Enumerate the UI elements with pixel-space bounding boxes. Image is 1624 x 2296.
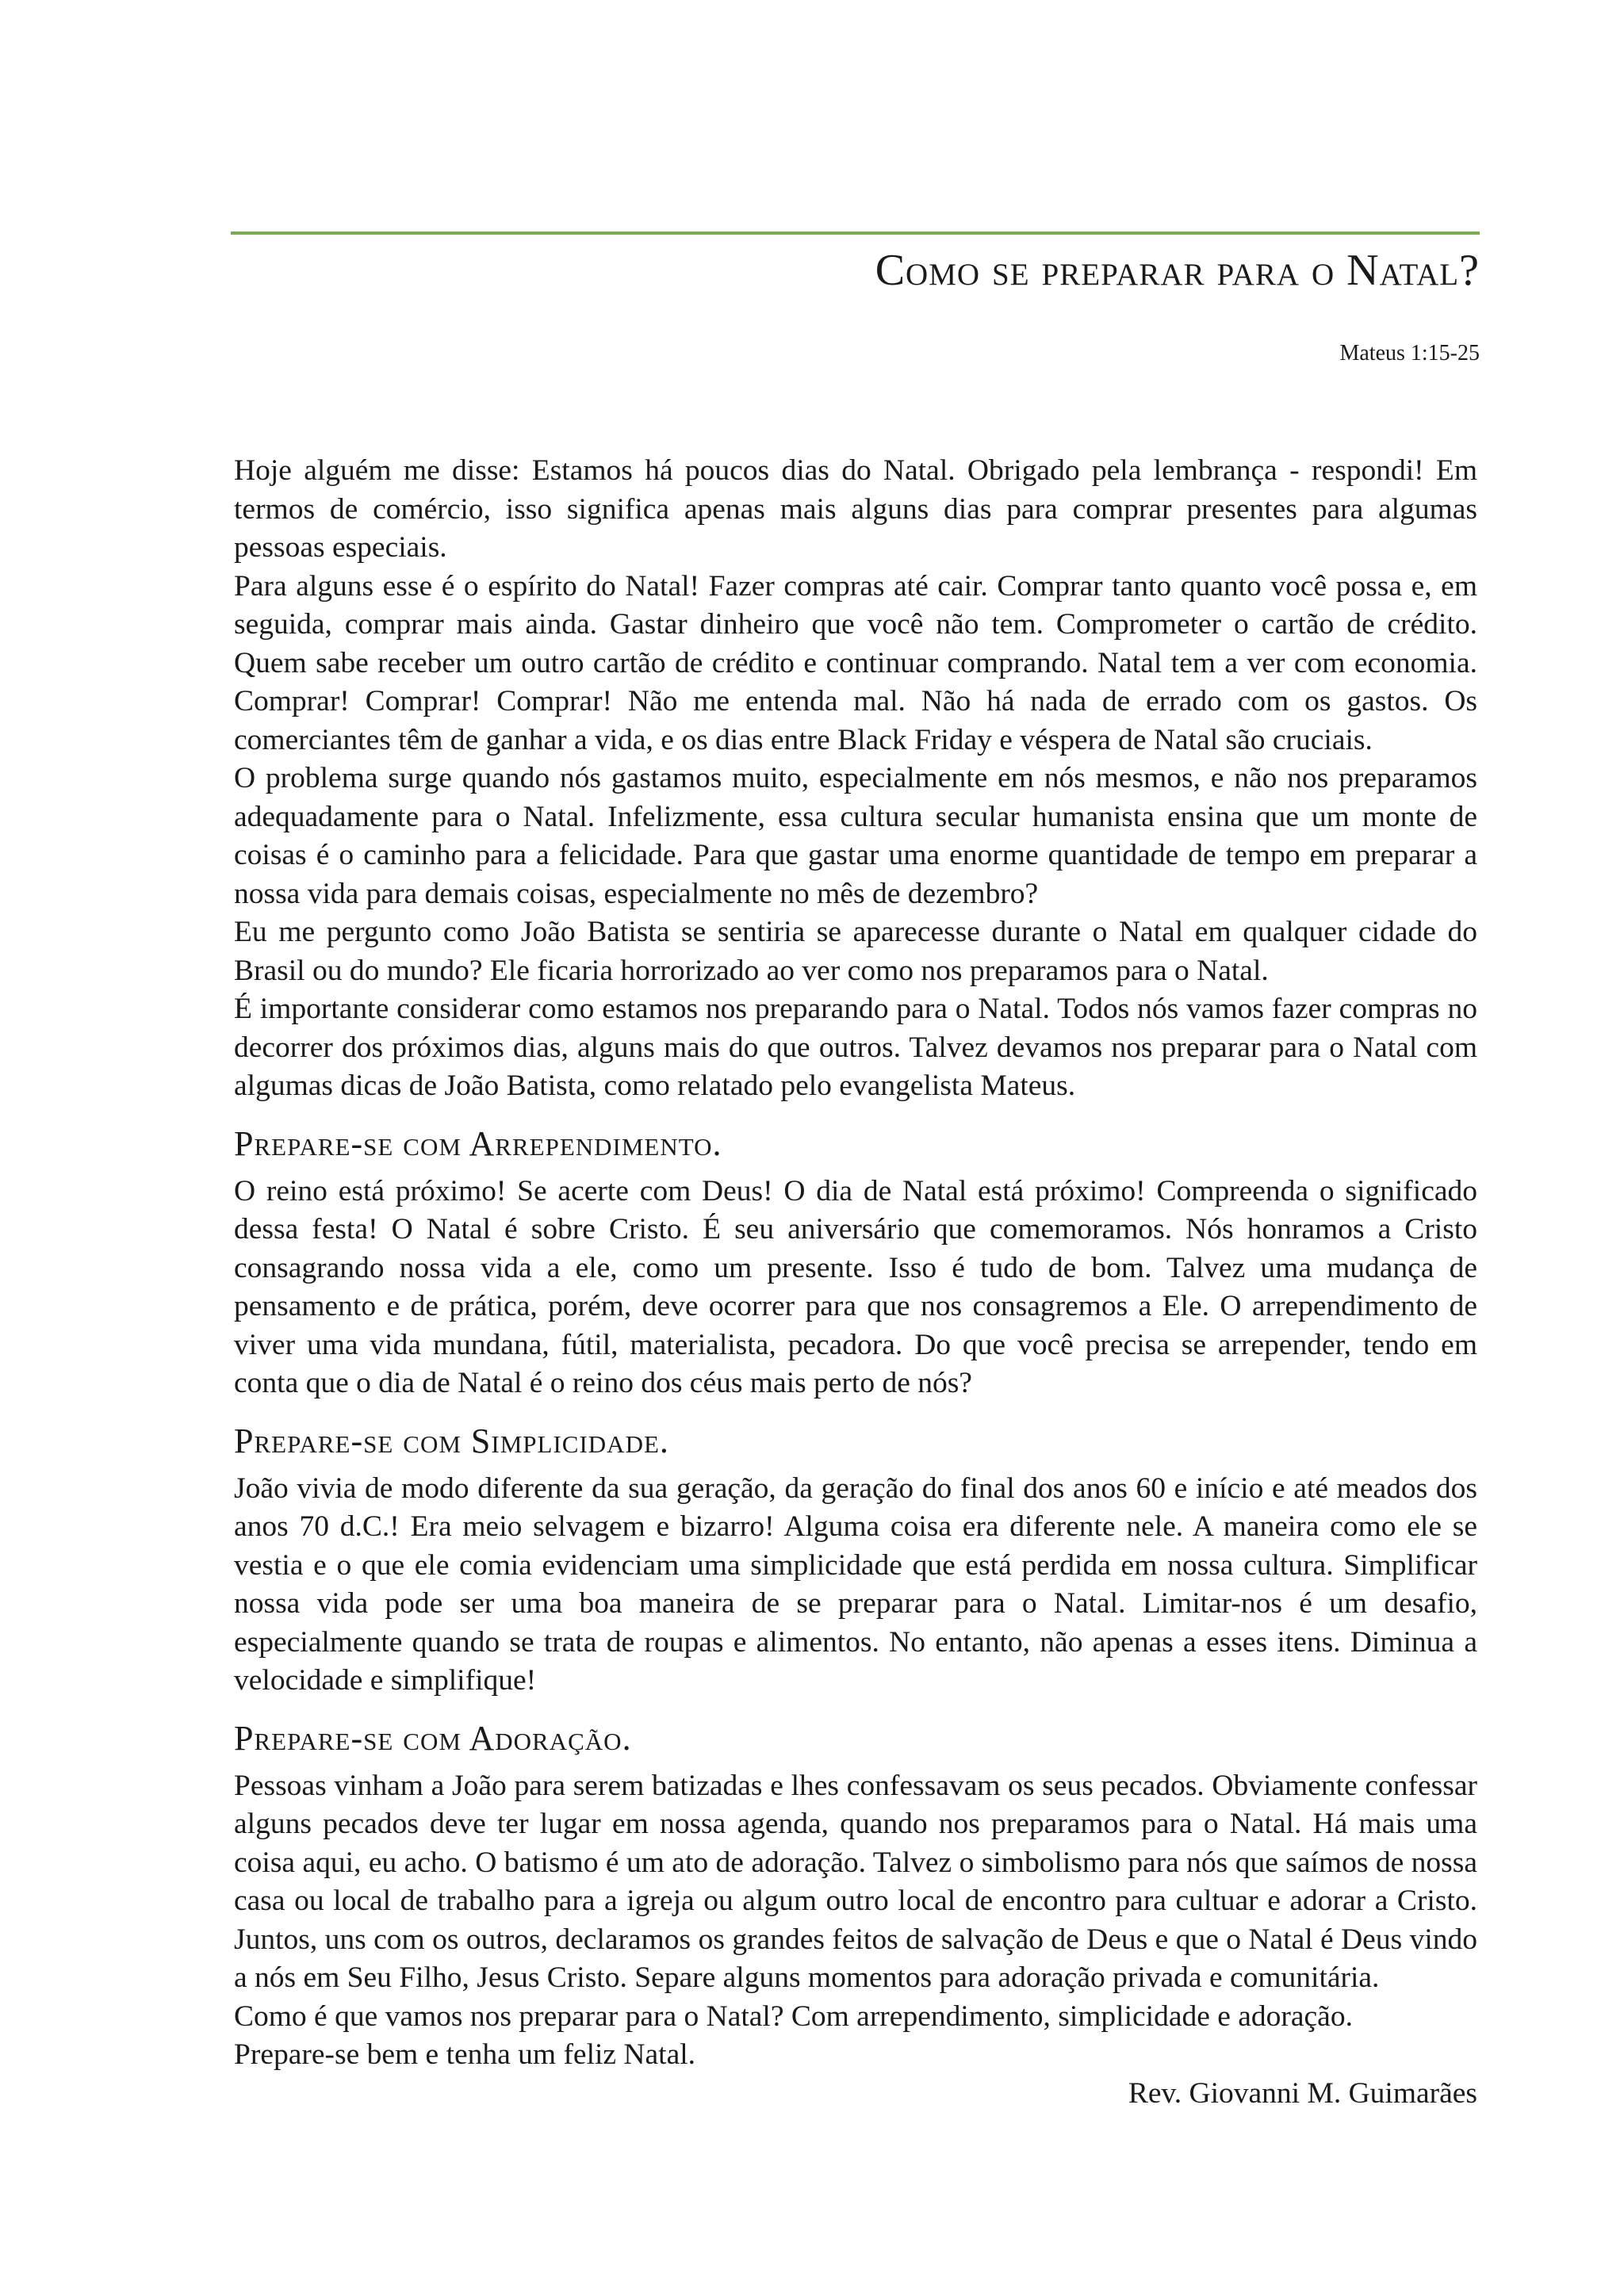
intro-paragraph: Hoje alguém me disse: Estamos há poucos dias do Natal. Obrigado pela lembrança - respondi! Em termos de comércio, isso significa apenas mais alguns dias para comprar presentes para algumas pessoas especiais. [234, 454, 1477, 564]
section-heading-adoracao: Prepare-se com Adoração. [234, 1718, 632, 1758]
section-heading-simplicidade: Prepare-se com Simplicidade. [234, 1421, 669, 1460]
intro-paragraph: É importante considerar como estamos nos preparando para o Natal. Todos nós vamos fazer compras no decorrer dos próximos dias, alguns mais do que outros. Talvez devamos nos preparar para o Natal com algumas dicas de João Batista, como relatado pelo evangelista Mateus. [234, 993, 1477, 1102]
article-body [234, 452, 1477, 2113]
bible-reference: Mateus 1:15-25 [1339, 341, 1480, 365]
section-paragraph-simplicidade: João vivia de modo diferente da sua geração, da geração do final dos anos 60 e início e até meados dos anos 70 d.C.! Era meio selvagem e bizarro! Alguma coisa era diferente nele. A maneira como ele se vestia e o que ele comia evidenciam uma simplicidade que está perdida em nossa cultura. Simplificar nossa vida pode ser uma boa maneira de se preparar para o Natal. Limitar-nos é um desafio, especialmente quando se trata de roupas e alimentos. No entanto, não apenas a esses itens. Diminua a velocidade e simplifique! [234, 1471, 1477, 1697]
closing-paragraph: Prepare-se bem e tenha um feliz Natal. [234, 2038, 696, 2071]
intro-paragraph: Eu me pergunto como João Batista se sentiria se aparecesse durante o Natal em qualquer cidade do Brasil ou do mundo? Ele ficaria horrorizado ao ver como nos preparamos para o Natal. [234, 916, 1477, 987]
intro-paragraph: Para alguns esse é o espírito do Natal! Fazer compras até cair. Comprar tanto quanto você possa e, em seguida, comprar mais ainda. Gastar dinheiro que você não tem. Comprometer o cartão de crédito. Quem sabe receber um outro cartão de crédito e continuar comprando. Natal tem a ver com economia. Comprar! Comprar! Comprar! Não me entenda mal. Não há nada de errado com os gastos. Os comerciantes têm de ganhar a vida, e os dias entre Black Friday e véspera de Natal são cruciais. [234, 569, 1477, 756]
page-title: Como se preparar para o Natal? [875, 246, 1480, 295]
section-heading-arrependimento: Prepare-se com Arrependimento. [234, 1123, 722, 1163]
signature: Rev. Giovanni M. Guimarães [1128, 2076, 1477, 2110]
section-paragraph-adoracao: Pessoas vinham a João para serem batizadas e lhes confessavam os seus pecados. Obviamente confessar alguns pecados deve ter lugar em nossa agenda, quando nos preparamos para o Natal. Há mais uma coisa aqui, eu acho. O batismo é um ato de adoração. Talvez o simbolismo para nós que saímos de nossa casa ou local de trabalho para a igreja ou algum outro local de encontro para cultuar e adorar a Cristo. Juntos, uns com os outros, declaramos os grandes feitos de salvação de Deus e que o Natal é Deus vindo a nós em Seu Filho, Jesus Cristo. Separe alguns momentos para adoração privada e comunitária. [234, 1769, 1477, 1994]
section-paragraph-arrependimento: O reino está próximo! Se acerte com Deus! O dia de Natal está próximo! Compreenda o significado dessa festa! O Natal é sobre Cristo. É seu aniversário que comemoramos. Nós honramos a Cristo consagrando nossa vida a ele, como um presente. Isso é tudo de bom. Talvez uma mudança de pensamento e de prática, porém, deve ocorrer para que nos consagremos a Ele. O arrependimento de viver uma vida mundana, fútil, materialista, pecadora. Do que você precisa se arrepender, tendo em conta que o dia de Natal é o reino dos céus mais perto de nós? [234, 1174, 1477, 1399]
header-rule [231, 232, 1480, 235]
closing-paragraph: Como é que vamos nos preparar para o Natal? Com arrependimento, simplicidade e adoração. [234, 1999, 1353, 2033]
intro-paragraph: O problema surge quando nós gastamos muito, especialmente em nós mesmos, e não nos preparamos adequadamente para o Natal. Infelizmente, essa cultura secular humanista ensina que um monte de coisas é o caminho para a felicidade. Para que gastar uma enorme quantidade de tempo em preparar a nossa vida para demais coisas, especialmente no mês de dezembro? [234, 762, 1477, 910]
